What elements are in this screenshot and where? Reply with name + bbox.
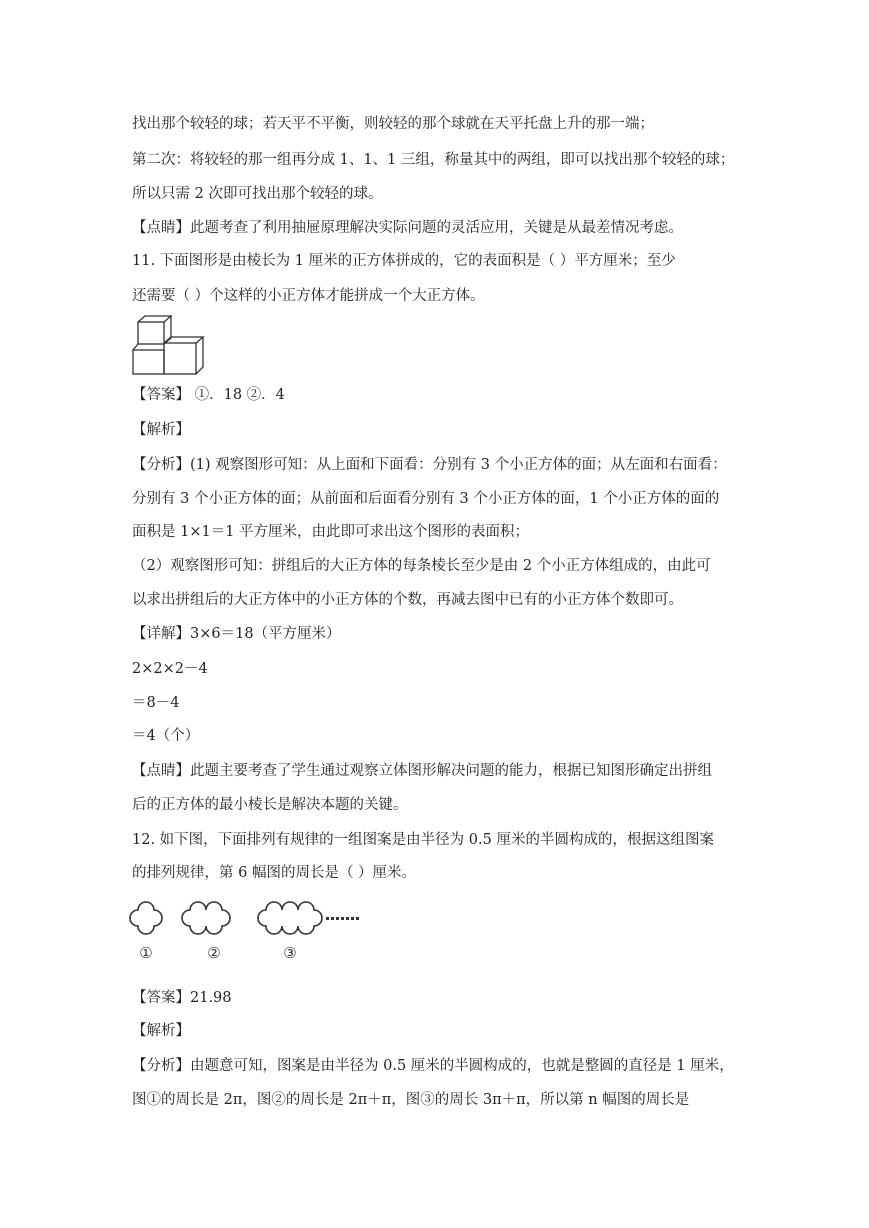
text-line: ＝4（个） [132,728,200,744]
text-line: 【详解】3×6＝18（平方厘米） [132,626,341,642]
text-line: 【解析】 [132,422,190,438]
ellipsis-dots [326,917,359,920]
text-line: 第二次：将较轻的那一组再分成 1、1、1 三组，称量其中的两组，即可以找出那个较轻的球； [132,152,735,168]
figure-label: ③ [283,944,297,962]
figure-label: ② [207,944,221,962]
text-line: 所以只需 2 次即可找出那个较轻的球。 [132,186,383,202]
question-11-line2: 还需要（ ）个这样的小正方体才能拼成一个大正方体。 [132,288,485,304]
text-line: 找出那个较轻的球；若天平不平衡，则较轻的那个球就在天平托盘上升的那一端； [132,116,654,132]
text-line: 面积是 1×1＝1 平方厘米，由此即可求出这个图形的表面积； [132,524,530,540]
text-line: 【点睛】此题考查了利用抽屉原理解决实际问题的灵活应用，关键是从最差情况考虑。 [132,220,683,236]
answer-12: 【答案】21.98 [132,990,232,1006]
semicircle-pattern-figure [128,898,368,964]
question-11-line1: 11. 下面图形是由棱长为 1 厘米的正方体拼成的，它的表面积是（ ）平方厘米；至少 [132,253,676,269]
answer-11: 【答案】 ①．18 ②．4 [132,387,285,403]
cube-stack-figure [130,314,206,376]
text-line: 【点睛】此题主要考查了学生通过观察立体图形解决问题的能力，根据已知图形确定出拼组 [132,763,712,779]
question-12-line2: 的排列规律，第 6 幅图的周长是（ ）厘米。 [132,865,417,881]
text-line: 【解析】 [132,1023,190,1039]
text-line: 以求出拼组后的大正方体中的小正方体的个数，再减去图中已有的小正方体个数即可。 [132,592,683,608]
text-line: （2）观察图形可知：拼组后的大正方体的每条棱长至少是由 2 个小正方体组成的，由此可 [132,558,711,574]
text-line: 图①的周长是 2π，图②的周长是 2π＋π，图③的周长 3π＋π，所以第 n 幅图的周长是 [132,1092,690,1108]
question-12-line1: 12. 如下图，下面排列有规律的一组图案是由半径为 0.5 厘米的半圆构成的，根据这组图案 [132,832,714,848]
text-line: 2×2×2－4 [132,661,208,677]
text-line: 分别有 3 个小正方体的面；从前面和后面看分别有 3 个小正方体的面，1 个小正方体的面的 [132,491,720,507]
text-line: 【分析】(1) 观察图形可知：从上面和下面看：分别有 3 个小正方体的面；从左面和右面看： [132,457,727,473]
text-line: 【分析】由题意可知，图案是由半径为 0.5 厘米的半圆构成的，也就是整圆的直径是 1 厘米， [132,1058,734,1074]
figure-label: ① [139,944,153,962]
text-line: ＝8－4 [132,695,180,711]
text-line: 后的正方体的最小棱长是解决本题的关键。 [132,797,408,813]
